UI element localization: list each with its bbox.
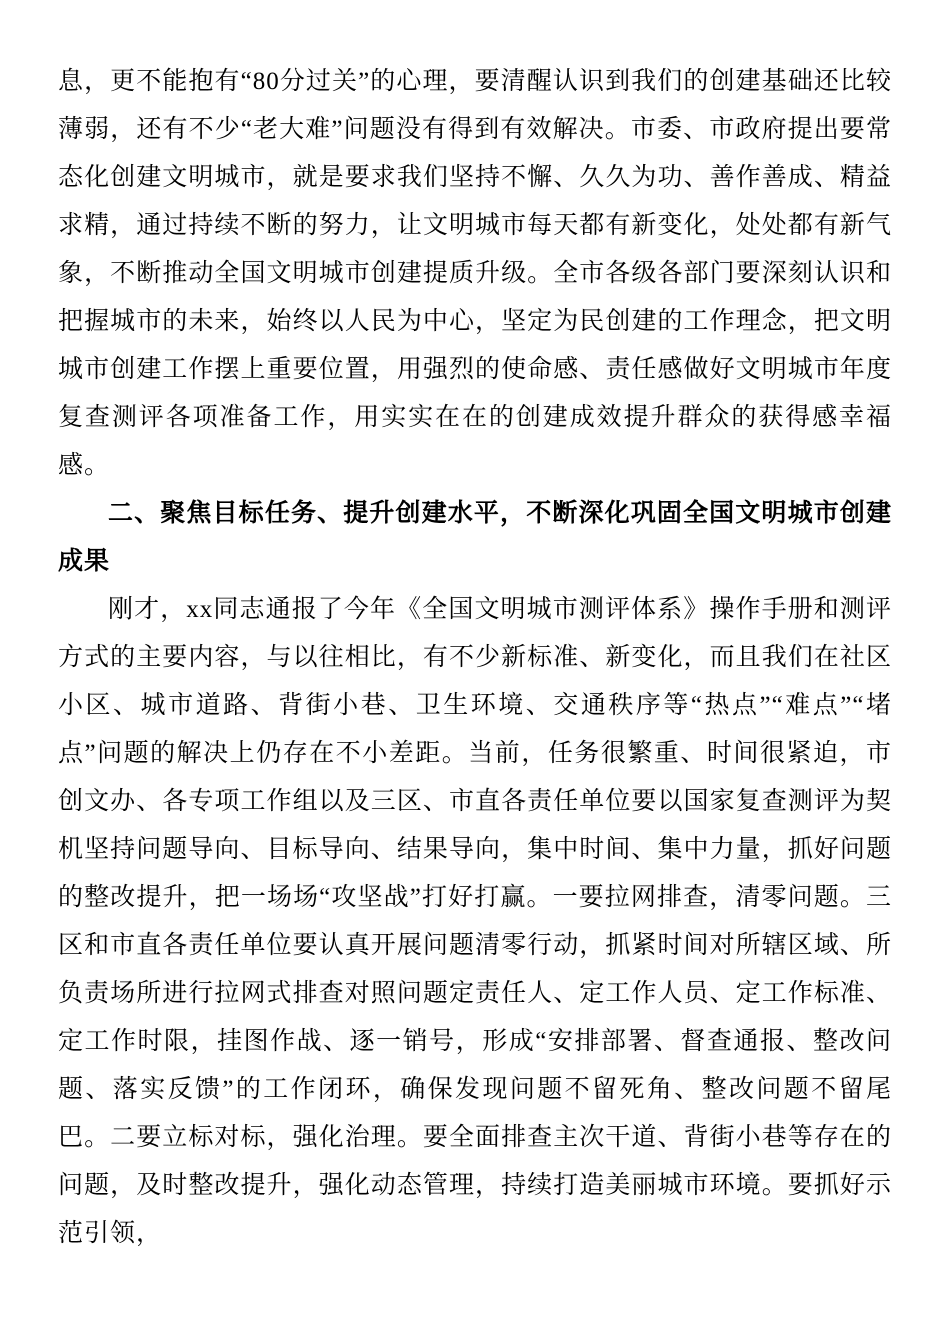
document-body bbox=[58, 58, 892, 1258]
body-paragraph-continuation: 息，更不能抱有“80分过关”的心理，要清醒认识到我们的创建基础还比较薄弱，还有不少“老大难”问题没有得到有效解决。市委、市政府提出要常态化创建文明城市，就是要求我们坚持不懈、久久为功、善作善成、精益求精，通过持续不断的努力，让文明城市每天都有新变化，处处都有新气象，不断推动全国文明城市创建提质升级。全市各级各部门要深刻认识和把握城市的未来，始终以人民为中心，坚定为民创建的工作理念，把文明城市创建工作摆上重要位置，用强烈的使命感、责任感做好文明城市年度复查测评各项准备工作，用实实在在的创建成效提升群众的获得感幸福感。 bbox=[58, 68, 892, 479]
body-paragraph: 刚才，xx同志通报了今年《全国文明城市测评体系》操作手册和测评方式的主要内容，与以往相比，有不少新标准、新变化，而且我们在社区小区、城市道路、背街小巷、卫生环境、交通秩序等“热点”“难点”“堵点”问题的解决上仍存在不小差距。当前，任务很繁重、时间很紧迫，市创文办、各专项工作组以及三区、市直各责任单位要以国家复查测评为契机坚持问题导向、目标导向、结果导向，集中时间、集中力量，抓好问题的整改提升，把一场场“攻坚战”打好打赢。一要拉网排查，清零问题。三区和市直各责任单位要认真开展问题清零行动，抓紧时间对所辖区域、所负责场所进行拉网式排查对照问题定责任人、定工作人员、定工作标准、定工作时限，挂图作战、逐一销号，形成“安排部署、督查通报、整改问题、落实反馈”的工作闭环，确保发现问题不留死角、整改问题不留尾巴。二要立标对标，强化治理。要全面排查主次干道、背街小巷等存在的问题，及时整改提升，强化动态管理，持续打造美丽城市环境。要抓好示范引领， bbox=[58, 596, 892, 1247]
section-heading: 二、聚焦目标任务、提升创建水平，不断深化巩固全国文明城市创建成果 bbox=[58, 500, 892, 575]
